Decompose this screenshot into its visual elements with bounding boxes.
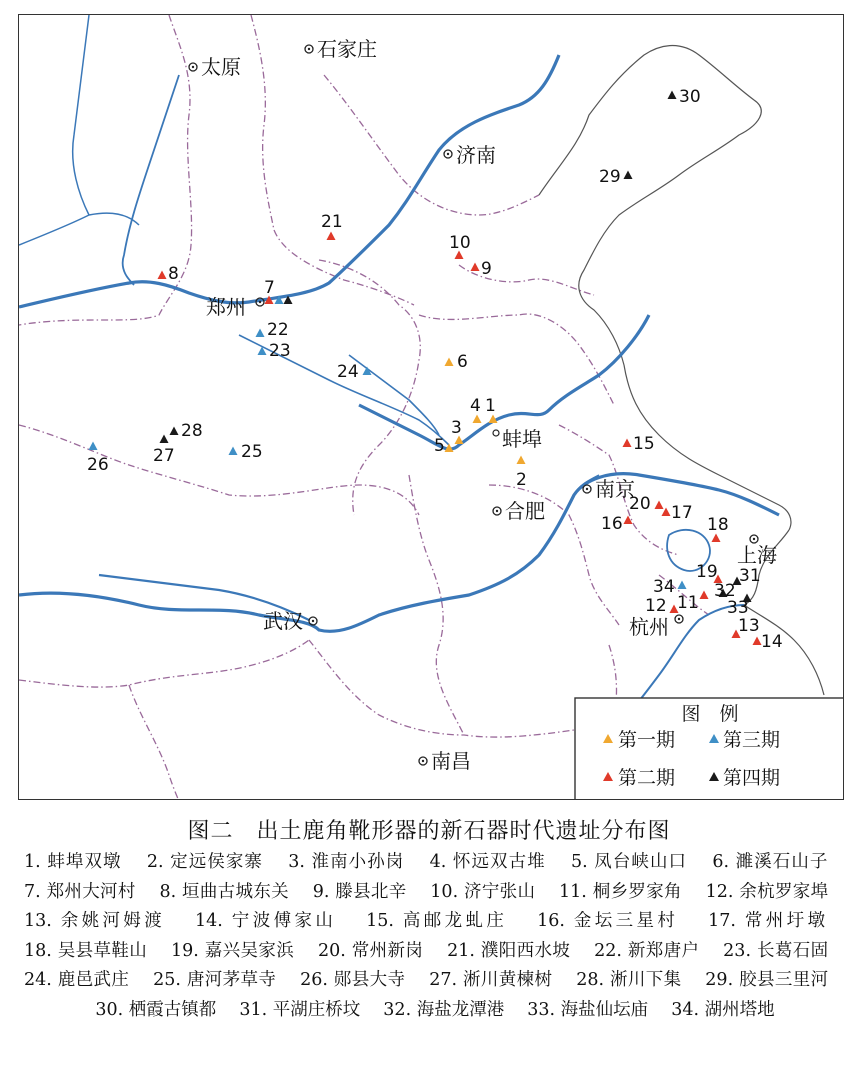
site-label-29: 29 (599, 167, 621, 187)
site-list-item: 21. 濮阳西水坡 (447, 940, 571, 961)
city-nanchang (419, 749, 471, 773)
city-jinan (444, 143, 496, 167)
city-label-bengbu: 蚌埠 (502, 427, 542, 451)
site-label-25: 25 (241, 442, 263, 462)
site-list-item: 25. 唐河茅草寺 (153, 970, 277, 991)
site-label-6: 6 (457, 352, 468, 372)
site-marker-22 (256, 329, 265, 338)
site-marker-26 (89, 442, 98, 451)
site-list-item: 28. 淅川下集 (576, 970, 682, 991)
site-list-item: 34. 湖州塔地 (671, 999, 775, 1020)
city-label-zhengzhou: 郑州 (206, 295, 246, 319)
city-label-shijiazhuang: 石家庄 (317, 37, 377, 61)
site-list-item: 1. 蚌埠双墩 (24, 852, 122, 872)
site-label-19: 19 (696, 562, 718, 582)
city-label-taiyuan: 太原 (201, 55, 241, 79)
site-list-item: 4. 怀远双古堆 (429, 852, 546, 872)
city-markers (189, 37, 777, 773)
site-label-31: 31 (739, 566, 761, 586)
province-border (459, 265, 594, 295)
site-label-9: 9 (481, 259, 492, 279)
legend-label-phase3: 第三期 (723, 729, 781, 751)
figure-caption: 图二 出土鹿角靴形器的新石器时代遗址分布图 (187, 819, 671, 844)
city-label-jinan: 济南 (456, 143, 496, 167)
site-marker-30 (668, 91, 677, 100)
province-border (319, 260, 420, 515)
site-label-16: 16 (601, 514, 623, 534)
coastline-shandong (539, 46, 761, 365)
site-list-item: 32. 海盐龙潭港 (383, 999, 505, 1020)
site-list-item: 7. 郑州大河村 (24, 881, 136, 902)
site-list-item: 17. 常州圩墩 (708, 911, 829, 932)
city-label-shanghai: 上海 (737, 543, 777, 567)
site-label-33: 33 (727, 598, 749, 618)
legend-title: 图 例 (681, 703, 739, 725)
city-wuhan (263, 609, 317, 633)
site-label-30: 30 (679, 87, 701, 107)
site-list-item: 26. 郧县大寺 (300, 970, 406, 991)
site-marker-8 (158, 271, 167, 280)
site-label-27: 27 (153, 446, 175, 466)
fen-river (123, 75, 179, 285)
city-label-nanchang: 南昌 (431, 749, 471, 773)
site-list-item: 14. 宁波傅家山 (195, 911, 337, 932)
site-list-item: 27. 淅川黄楝树 (429, 970, 553, 991)
city-shanghai (737, 535, 777, 567)
site-list-item: 24. 鹿邑武庄 (24, 970, 130, 991)
site-marker-25 (229, 447, 238, 456)
legend-label-phase2: 第二期 (618, 767, 676, 789)
legend-label-phase4: 第四期 (723, 767, 781, 789)
site-label-4: 4 (470, 396, 481, 416)
river-branch (73, 15, 89, 215)
site-list-item: 15. 高邮龙虬庄 (366, 911, 508, 932)
site-label-2: 2 (516, 470, 527, 490)
city-bengbu (493, 427, 542, 451)
city-taiyuan (189, 55, 241, 79)
site-list-item: 19. 嘉兴吴家浜 (170, 940, 295, 961)
site-marker-9 (471, 263, 480, 272)
city-label-wuhan: 武汉 (263, 609, 303, 633)
city-label-hangzhou: 杭州 (629, 615, 669, 639)
site-marker-34 (678, 581, 687, 590)
map-frame (18, 14, 844, 800)
site-list-item: 31. 平湖庄桥坟 (239, 999, 361, 1020)
river-branch (19, 213, 139, 245)
site-label-10: 10 (449, 233, 471, 253)
site-marker-20 (655, 501, 664, 510)
map-canvas (19, 15, 844, 800)
city-label-hefei: 合肥 (505, 499, 545, 523)
site-list-item: 9. 滕县北辛 (312, 881, 407, 902)
city-hefei (493, 499, 545, 523)
city-zhengzhou (206, 295, 264, 319)
site-label-5: 5 (434, 436, 445, 456)
site-list-item: 11. 桐乡罗家角 (559, 881, 682, 902)
site-label-22: 22 (267, 320, 289, 340)
site-list-item: 18. 吴县草鞋山 (24, 940, 148, 961)
site-label-17: 17 (671, 503, 693, 523)
site-list-item: 22. 新郑唐户 (594, 940, 700, 961)
province-border (324, 75, 539, 215)
site-label-7: 7 (264, 278, 275, 298)
site-label-12: 12 (645, 596, 667, 616)
site-list-item: 12. 余杭罗家埠 (705, 881, 829, 902)
site-marker-28 (170, 427, 179, 436)
site-marker-15 (623, 439, 632, 448)
site-label-28: 28 (181, 421, 203, 441)
site-label-21: 21 (321, 212, 343, 232)
site-label-32: 32 (714, 581, 736, 601)
site-list-item: 13. 余姚河姆渡 (24, 911, 166, 932)
site-label-20: 20 (629, 494, 651, 514)
site-label-15: 15 (633, 434, 655, 454)
site-list-item: 3. 淮南小孙岗 (288, 852, 405, 872)
site-label-8: 8 (168, 264, 179, 284)
site-label-23: 23 (269, 341, 291, 361)
city-hangzhou (629, 615, 683, 639)
site-list-item: 20. 常州新岗 (317, 940, 424, 961)
site-list-item: 6. 濉溪石山子 (712, 852, 829, 872)
province-border (19, 640, 309, 687)
site-marker-29 (624, 171, 633, 180)
site-list-item: 5. 凤台峡山口 (570, 852, 688, 872)
legend-label-phase1: 第一期 (618, 729, 676, 751)
site-list-item: 23. 长葛石固 (723, 940, 829, 961)
site-label-24: 24 (337, 362, 359, 382)
site-marker-27 (160, 435, 169, 444)
city-label-nanjing: 南京 (595, 477, 635, 501)
province-border (19, 425, 419, 515)
site-list-item: 16. 金坛三星村 (537, 911, 679, 932)
site-marker-6 (445, 358, 454, 367)
site-list-item: 30. 栖霞古镇都 (95, 999, 217, 1020)
site-marker-21 (327, 232, 336, 241)
site-label-26: 26 (87, 455, 109, 475)
legend (575, 698, 844, 800)
site-list-item: 8. 垣曲古城东关 (159, 881, 289, 902)
site-label-3: 3 (451, 418, 462, 438)
site-list-item: 10. 济宁张山 (430, 881, 536, 902)
site-list-item: 2. 定远侯家寨 (146, 852, 263, 872)
site-list-item: 33. 海盐仙坛庙 (527, 999, 649, 1020)
site-marker-2 (517, 456, 526, 465)
site-list-item: 29. 胶县三里河 (705, 970, 829, 991)
site-label-13: 13 (738, 616, 760, 636)
site-label-14: 14 (761, 632, 783, 652)
province-border (129, 685, 179, 800)
site-label-1: 1 (485, 396, 496, 416)
city-shijiazhuang (305, 37, 377, 61)
site-marker-11 (700, 591, 709, 600)
site-list (24, 848, 846, 1026)
site-label-18: 18 (707, 515, 729, 535)
site-label-11: 11 (677, 593, 699, 613)
site-label-34: 34 (653, 577, 675, 597)
